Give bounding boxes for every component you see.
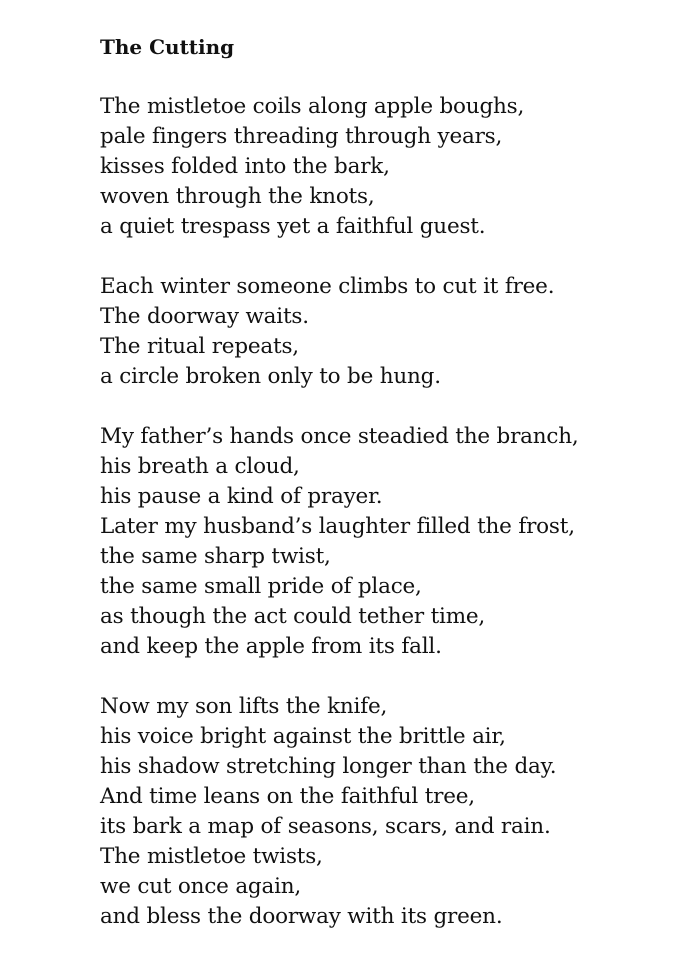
stanza-2 [100,272,579,392]
poem-line: we cut once again, [100,874,302,899]
poem-line: as though the act could tether time, [100,604,486,629]
poem-line: The doorway waits. [100,304,309,329]
poem-line: his pause a kind of prayer. [100,484,383,509]
poem-line: his voice bright against the brittle air, [100,724,506,749]
poem-line: The mistletoe coils along apple boughs, [100,94,525,119]
poem-line: its bark a map of seasons, scars, and rain. [100,814,551,839]
poem-line: and keep the apple from its fall. [100,634,442,659]
poem-line: And time leans on the faithful tree, [100,784,475,809]
poem-line: woven through the knots, [100,184,375,209]
poem-line: his shadow stretching longer than the day. [100,754,557,779]
poem-line: The ritual repeats, [100,334,299,359]
poem-line: Later my husband’s laughter filled the frost, [100,514,575,539]
poem-line: the same sharp twist, [100,544,331,569]
poem [100,32,579,932]
poem-line: pale fingers threading through years, [100,124,503,149]
poem-line: My father’s hands once steadied the branch, [100,424,579,449]
poem-title: The Cutting [100,35,235,59]
poem-line: and bless the doorway with its green. [100,904,503,929]
stanza-3 [100,422,579,662]
poem-line: Each winter someone climbs to cut it free. [100,274,555,299]
poem-line: his breath a cloud, [100,454,300,479]
poem-line: the same small pride of place, [100,574,422,599]
poem-line: The mistletoe twists, [100,844,323,869]
poem-line: kisses folded into the bark, [100,154,390,179]
poem-line: Now my son lifts the knife, [100,694,388,719]
stanza-4 [100,692,579,932]
poem-line: a circle broken only to be hung. [100,364,441,389]
poem-line: a quiet trespass yet a faithful guest. [100,214,486,239]
stanza-1 [100,92,579,242]
